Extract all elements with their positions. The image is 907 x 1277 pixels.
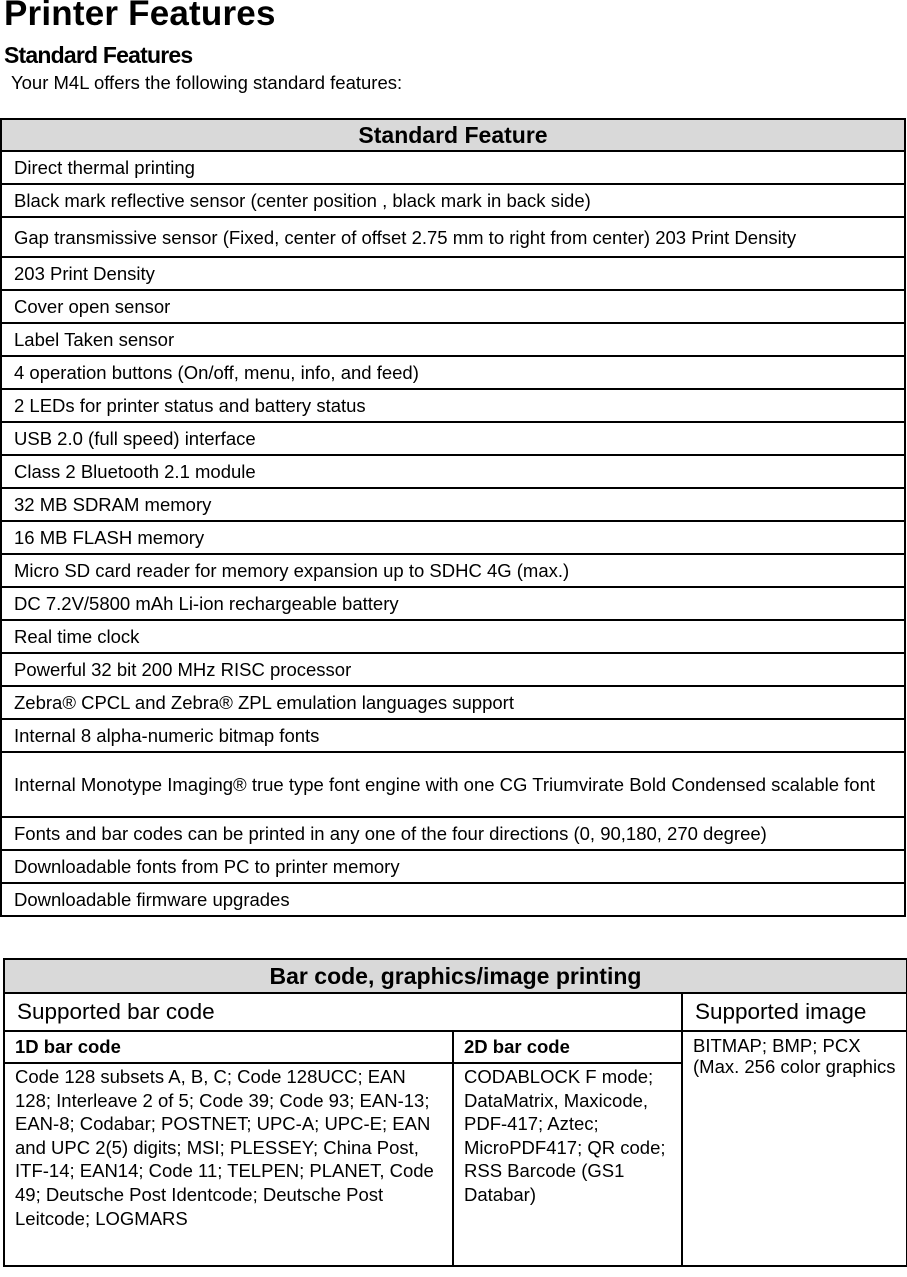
standard-features-table — [0, 118, 906, 917]
1d-barcode-list: Code 128 subsets A, B, C; Code 128UCC; EAN 128; Interleave 2 of 5; Code 39; Code 93; EAN-13; EAN-8; Codabar; POSTNET; UPC-A; UPC-E; EAN and UPC 2(5) digits; MSI; PLESSEY; China Post, ITF-14; EAN14; Code 11; TELPEN; PLANET, Code 49; Deutsche Post Identcode; Deutsche Post Leitcode; LOGMARS — [4, 1063, 453, 1266]
feature-row: Direct thermal printing — [1, 151, 905, 184]
feature-row: Zebra® CPCL and Zebra® ZPL emulation languages support — [1, 686, 905, 719]
feature-row: Gap transmissive sensor (Fixed, center of offset 2.75 mm to right from center) 203 Print Density — [1, 217, 905, 257]
barcode-graphics-table — [3, 958, 907, 1267]
supported-barcode-heading: Supported bar code — [4, 993, 682, 1031]
1d-barcode-heading: 1D bar code — [4, 1031, 453, 1063]
barcode-table-header: Bar code, graphics/image printing — [4, 959, 907, 993]
feature-row: 203 Print Density — [1, 257, 905, 290]
feature-row: 4 operation buttons (On/off, menu, info, and feed) — [1, 356, 905, 389]
feature-row: 2 LEDs for printer status and battery status — [1, 389, 905, 422]
feature-row: Internal Monotype Imaging® true type font engine with one CG Triumvirate Bold Condensed scalable font — [1, 752, 905, 817]
feature-row: USB 2.0 (full speed) interface — [1, 422, 905, 455]
feature-row: Internal 8 alpha-numeric bitmap fonts — [1, 719, 905, 752]
intro-text: Your M4L offers the following standard features: — [11, 72, 403, 93]
supported-image-heading: Supported image — [682, 993, 907, 1031]
feature-row: 32 MB SDRAM memory — [1, 488, 905, 521]
feature-row: Micro SD card reader for memory expansion up to SDHC 4G (max.) — [1, 554, 905, 587]
section-title: Standard Features — [4, 42, 193, 68]
feature-row: Label Taken sensor — [1, 323, 905, 356]
2d-barcode-heading: 2D bar code — [453, 1031, 682, 1063]
feature-row: Powerful 32 bit 200 MHz RISC processor — [1, 653, 905, 686]
page-title: Printer Features — [4, 0, 276, 33]
feature-row: 16 MB FLASH memory — [1, 521, 905, 554]
2d-barcode-list: CODABLOCK F mode; DataMatrix, Maxicode, PDF-417; Aztec; MicroPDF417; QR code; RSS Barcode (GS1 Databar) — [453, 1063, 682, 1266]
feature-row: Downloadable fonts from PC to printer memory — [1, 850, 905, 883]
feature-row: DC 7.2V/5800 mAh Li-ion rechargeable battery — [1, 587, 905, 620]
feature-row: Black mark reflective sensor (center position , black mark in back side) — [1, 184, 905, 217]
feature-row: Fonts and bar codes can be printed in any one of the four directions (0, 90,180, 270 degree) — [1, 817, 905, 850]
feature-row: Downloadable firmware upgrades — [1, 883, 905, 916]
feature-row: Cover open sensor — [1, 290, 905, 323]
feature-row: Real time clock — [1, 620, 905, 653]
feature-row: Class 2 Bluetooth 2.1 module — [1, 455, 905, 488]
image-formats-cell: BITMAP; BMP; PCX (Max. 256 color graphics — [682, 1031, 907, 1266]
features-table-header: Standard Feature — [1, 119, 905, 151]
